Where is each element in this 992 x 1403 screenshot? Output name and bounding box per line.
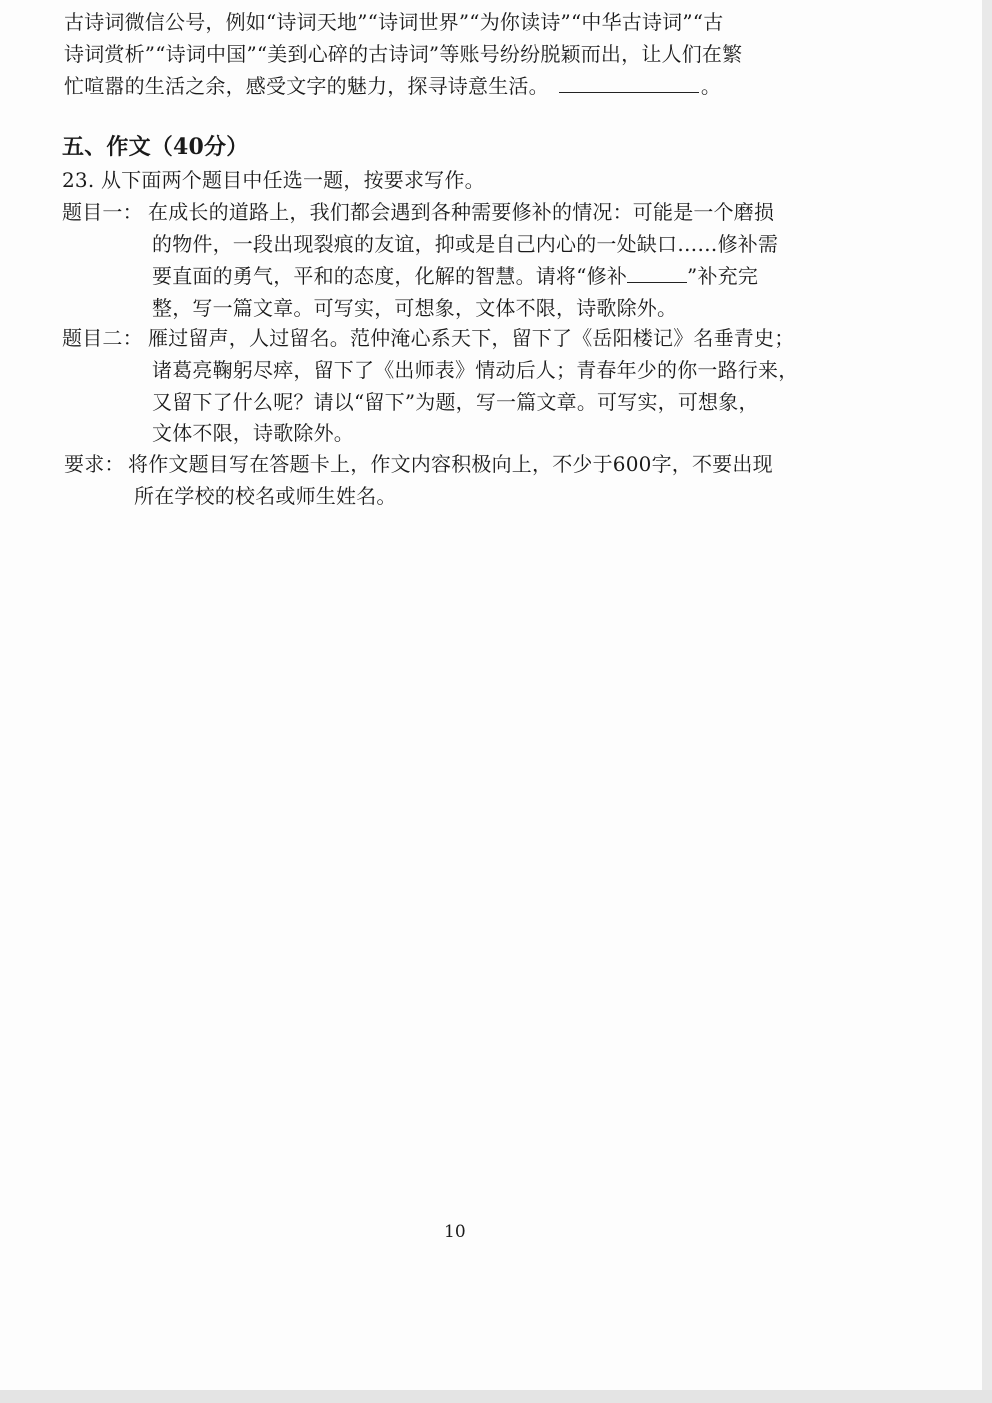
- topic-1-fill-blank[interactable]: [627, 262, 687, 283]
- requirement-label: 要求：: [64, 452, 125, 476]
- topic-2-line-3: 又留下了什么呢？请以“留下”为题，写一篇文章。可写实，可想象，: [152, 390, 759, 414]
- scan-right-edge: [982, 0, 992, 1403]
- topic-1-label: 题目一：: [62, 200, 143, 224]
- topic-2-label: 题目二：: [62, 326, 143, 350]
- answer-blank[interactable]: [559, 72, 699, 93]
- topic-2-line-4: 文体不限，诗歌除外。: [152, 421, 354, 445]
- topic-1-line-4: 整，写一篇文章。可写实，可想象，文体不限，诗歌除外。: [152, 296, 678, 320]
- topic-1-line-3a: 要直面的勇气，平和的态度，化解的智慧。请将“修补: [152, 264, 628, 288]
- intro-line-1: 古诗词微信公号，例如“诗词天地”“诗词世界”“为你读诗”“中华古诗词”“古: [64, 10, 724, 34]
- topic-2-line-2: 诸葛亮鞠躬尽瘁，留下了《出师表》情动后人；青春年少的你一路行来，: [152, 358, 799, 382]
- topic-2-line-1: 雁过留声，人过留名。范仲淹心系天下，留下了《岳阳楼记》名垂青史；: [148, 326, 795, 350]
- requirement-line-1: 将作文题目写在答题卡上，作文内容积极向上，不少于600字，不要出现: [128, 452, 773, 476]
- intro-line-3-text: 忙喧嚣的生活之余，感受文字的魅力，探寻诗意生活。: [64, 74, 549, 98]
- section-heading: 五、作文（40分）: [62, 134, 249, 160]
- requirement-line-2: 所在学校的校名或师生姓名。: [134, 484, 397, 508]
- intro-line-3: [64, 72, 721, 100]
- topic-1-line-1: 在成长的道路上，我们都会遇到各种需要修补的情况：可能是一个磨损: [148, 200, 775, 224]
- intro-line-3-end: 。: [700, 74, 722, 98]
- topic-1-line-2: 的物件，一段出现裂痕的友谊，抑或是自己内心的一处缺口……修补需: [152, 232, 779, 256]
- topic-1-line-3b: ”补充完: [687, 264, 759, 288]
- question-23: 23. 从下面两个题目中任选一题，按要求写作。: [62, 168, 485, 192]
- topic-1-line-3: [152, 262, 758, 290]
- page-number: 10: [444, 1222, 466, 1242]
- intro-line-2: 诗词赏析”“诗词中国”“美到心碎的古诗词”等账号纷纷脱颖而出，让人们在繁: [64, 42, 743, 66]
- scan-bottom-edge: [0, 1390, 992, 1403]
